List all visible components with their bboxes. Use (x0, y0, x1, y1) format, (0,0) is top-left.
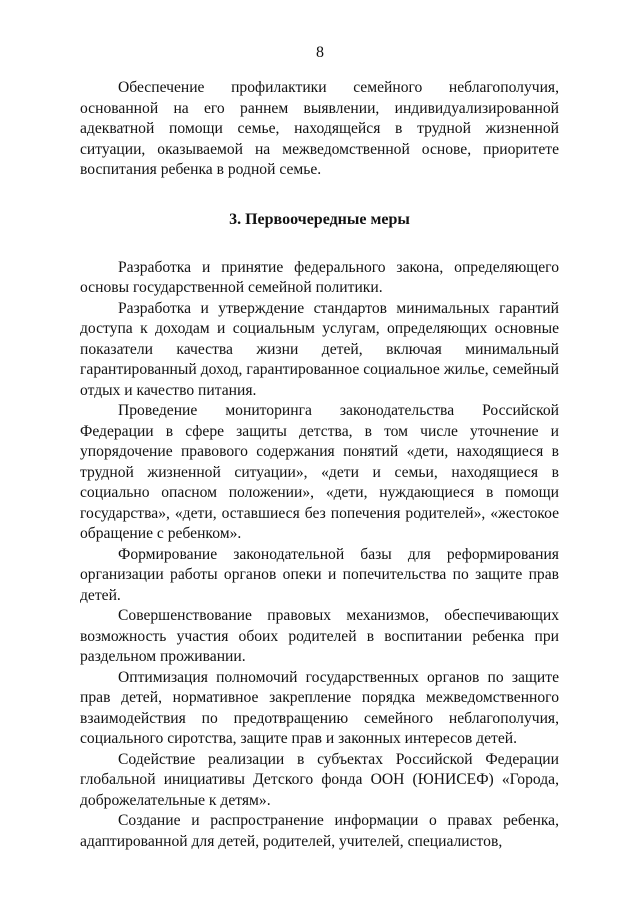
paragraph-authority-optimization: Оптимизация полномочий государственных органов по защите прав детей, нормативное закрепление порядка межведомственного взаимодействия по предотвращению семейного неблагополучия, социального сиротства, защите прав и законных интересов детей. (80, 668, 559, 747)
paragraph-federal-law: Разработка и принятие федерального закона, определяющего основы государственной семейной политики. (80, 258, 559, 296)
paragraph-parental-participation: Совершенствование правовых механизмов, обеспечивающих возможность участия обоих родителей в воспитании ребенка при раздельном проживании. (80, 607, 559, 665)
section-heading: 3. Первоочередные меры (229, 210, 410, 228)
paragraph-rights-information: Создание и распространение информации о правах ребенка, адаптированной для детей, родителей, учителей, специалистов, (80, 812, 559, 850)
paragraph-minimum-guarantees: Разработка и утверждение стандартов минимальных гарантий доступа к доходам и социальным услугам, определяющих основные показатели качества жизни детей, включая минимальный гарантированный доход, гарантированное социальное жилье, семейный отдых и качество питания. (80, 299, 559, 399)
intro-paragraph: Обеспечение профилактики семейного неблагополучия, основанной на его раннем выявлении, индивидуализированной адекватной помощи семье, находящейся в трудной жизненной ситуации, оказываемой на межведомственной основе, приоритете воспитания ребенка в родной семье. (80, 79, 559, 178)
paragraph-guardianship-reform: Формирование законодательной базы для реформирования организации работы органов опеки и попечительства по защите прав детей. (80, 545, 559, 604)
page-number: 8 (316, 44, 324, 61)
paragraph-unicef-initiative: Содействие реализации в субъектах Российской Федерации глобальной инициативы Детского фонда ООН (ЮНИСЕФ) «Города, доброжелательные к детям». (80, 750, 559, 809)
page-content (80, 78, 559, 852)
paragraph-legislation-monitoring: Проведение мониторинга законодательства Российской Федерации в сфере защиты детства, в том числе уточнение и упорядочение правового содержания понятий «дети, находящиеся в трудной жизненной ситуации», «дети и семьи, находящиеся в социально опасном положении», «дети, нуждающиеся в помощи государства», «дети, оставшиеся без попечения родителей», «жестокое обращение с ребенком». (80, 402, 559, 542)
